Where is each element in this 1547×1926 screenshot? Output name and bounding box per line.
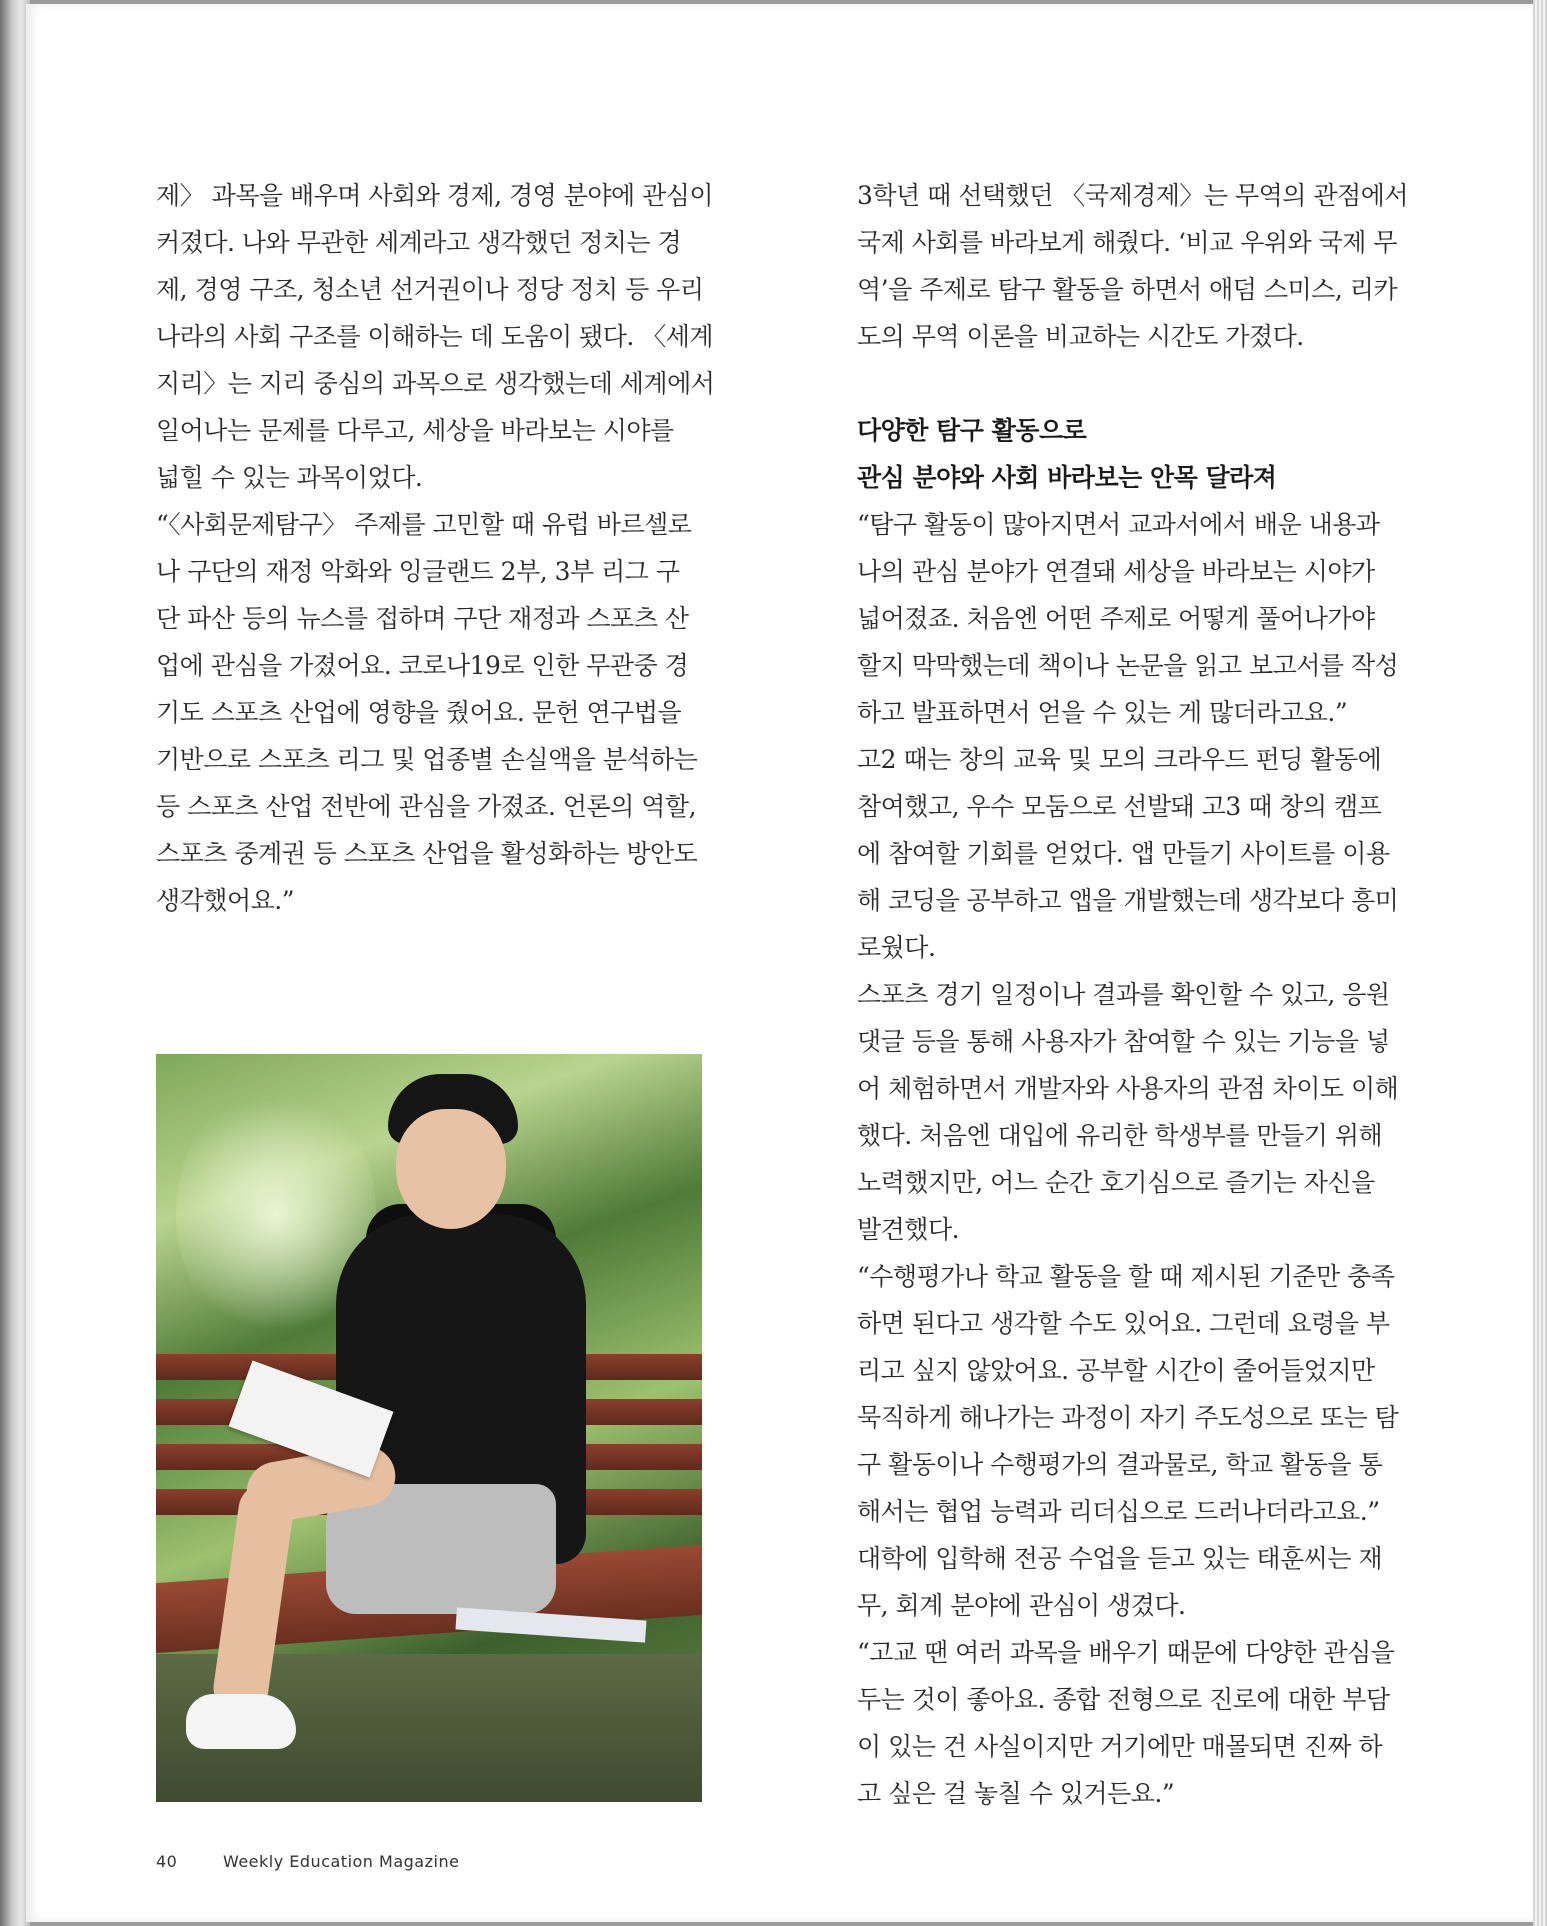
left-paragraph-2: “〈사회문제탐구〉 주제를 고민할 때 유럽 바르셀로 나 구단의 재정 악화와 잉글랜드 2부, 3부 리그 구 단 파산 등의 뉴스를 접하며 구단 재정과 스포츠 산 업에 관심을 가졌어요. 코로나19로 인한 무관중 경 기도 스포츠 산업에 영향을 줬어요. 문헌 연구법을 기반으로 스포츠 리그 및 업종별 손실액을 분석하는 등 스포츠 산업 전반에 관심을 가졌죠. 언론의 역할, 스포츠 중계권 등 스포츠 산업을 활성화하는 방안도 생각했어요.” [156,510,698,915]
student-photo [156,1054,702,1802]
person-face [396,1109,506,1229]
right-paragraph-6: “고교 땐 여러 과목을 배우기 때문에 다양한 관심을 두는 것이 좋아요. 종합 전형으로 진로에 대한 부담 이 있는 건 사실이지만 거기에만 매몰되면 진짜 하 고 싶은 걸 놓칠 수 있거든요.” [857,1638,1395,1808]
right-paragraph-5: 대학에 입학해 전공 수업을 듣고 있는 태훈씨는 재 무, 회계 분야에 관심이 생겼다. [857,1544,1383,1620]
right-paragraph-4: “수행평가나 학교 활동을 할 때 제시된 기준만 충족 하면 된다고 생각할 수도 있어요. 그런데 요령을 부 리고 싶지 않았어요. 공부할 시간이 줄어들었지만 묵직하게 해나가는 과정이 자기 주도성으로 또는 탐 구 활동이나 수행평가의 결과물로, 학교 활동을 통 해서는 협업 능력과 리더십으로 드러나더라고요.” [857,1262,1399,1526]
right-paragraph-1: “탐구 활동이 많아지면서 교과서에서 배운 내용과 나의 관심 분야가 연결돼 세상을 바라보는 시야가 넓어졌죠. 처음엔 어떤 주제로 어떻게 풀어나가야 할지 막막했는데 책이나 논문을 읽고 보고서를 작성 하고 발표하면서 얻을 수 있는 게 많더라고요.” [857,510,1399,727]
right-paragraph-3: 스포츠 경기 일정이나 결과를 확인할 수 있고, 응원 댓글 등을 통해 사용자가 참여할 수 있는 기능을 넣 어 체험하면서 개발자와 사용자의 관점 차이도 이해 했다. 처음엔 대입에 유리한 학생부를 만들기 위해 노력했지만, 어느 순간 호기심으로 즐기는 자신을 발견했다. [857,980,1399,1244]
magazine-page [26,4,1542,1922]
right-column [857,172,1417,1817]
publication-name: Weekly Education Magazine [222,1852,460,1871]
page-number: 40 [156,1852,178,1871]
left-paragraph-1: 제〉 과목을 배우며 사회와 경제, 경영 분야에 관심이 커졌다. 나와 무관한 세계라고 생각했던 정치는 경 제, 경영 구조, 청소년 선거권이나 정당 정치 등 우리 나라의 사회 구조를 이해하는 데 도움이 됐다. 〈세계 지리〉는 지리 중심의 과목으로 생각했는데 세계에서 일어나는 문제를 다루고, 세상을 바라보는 시야를 넓힐 수 있는 과목이었다. [156,181,715,492]
right-paragraph-2: 고2 때는 창의 교육 및 모의 크라우드 펀딩 활동에 참여했고, 우수 모둠으로 선발돼 고3 때 창의 캠프 에 참여할 기회를 얻었다. 앱 만들기 사이트를 이용 해 코딩을 공부하고 앱을 개발했는데 생각보다 흥미 로웠다. [857,745,1399,962]
section-gap [857,360,1417,407]
left-column [156,172,716,924]
right-intro-paragraph: 3학년 때 선택했던 〈국제경제〉는 무역의 관점에서 국제 사회를 바라보게 해줬다. ‘비교 우위와 국제 무 역’을 주제로 탐구 활동을 하면서 애덤 스미스, 리카 도의 무역 이론을 비교하는 시간도 가졌다. [857,181,1408,351]
section-heading: 다양한 탐구 활동으로 관심 분야와 사회 바라보는 안목 달라져 [857,416,1277,492]
page-footer [156,1852,459,1871]
white-sneaker [186,1694,296,1749]
page-edge-stack [1533,0,1547,1926]
